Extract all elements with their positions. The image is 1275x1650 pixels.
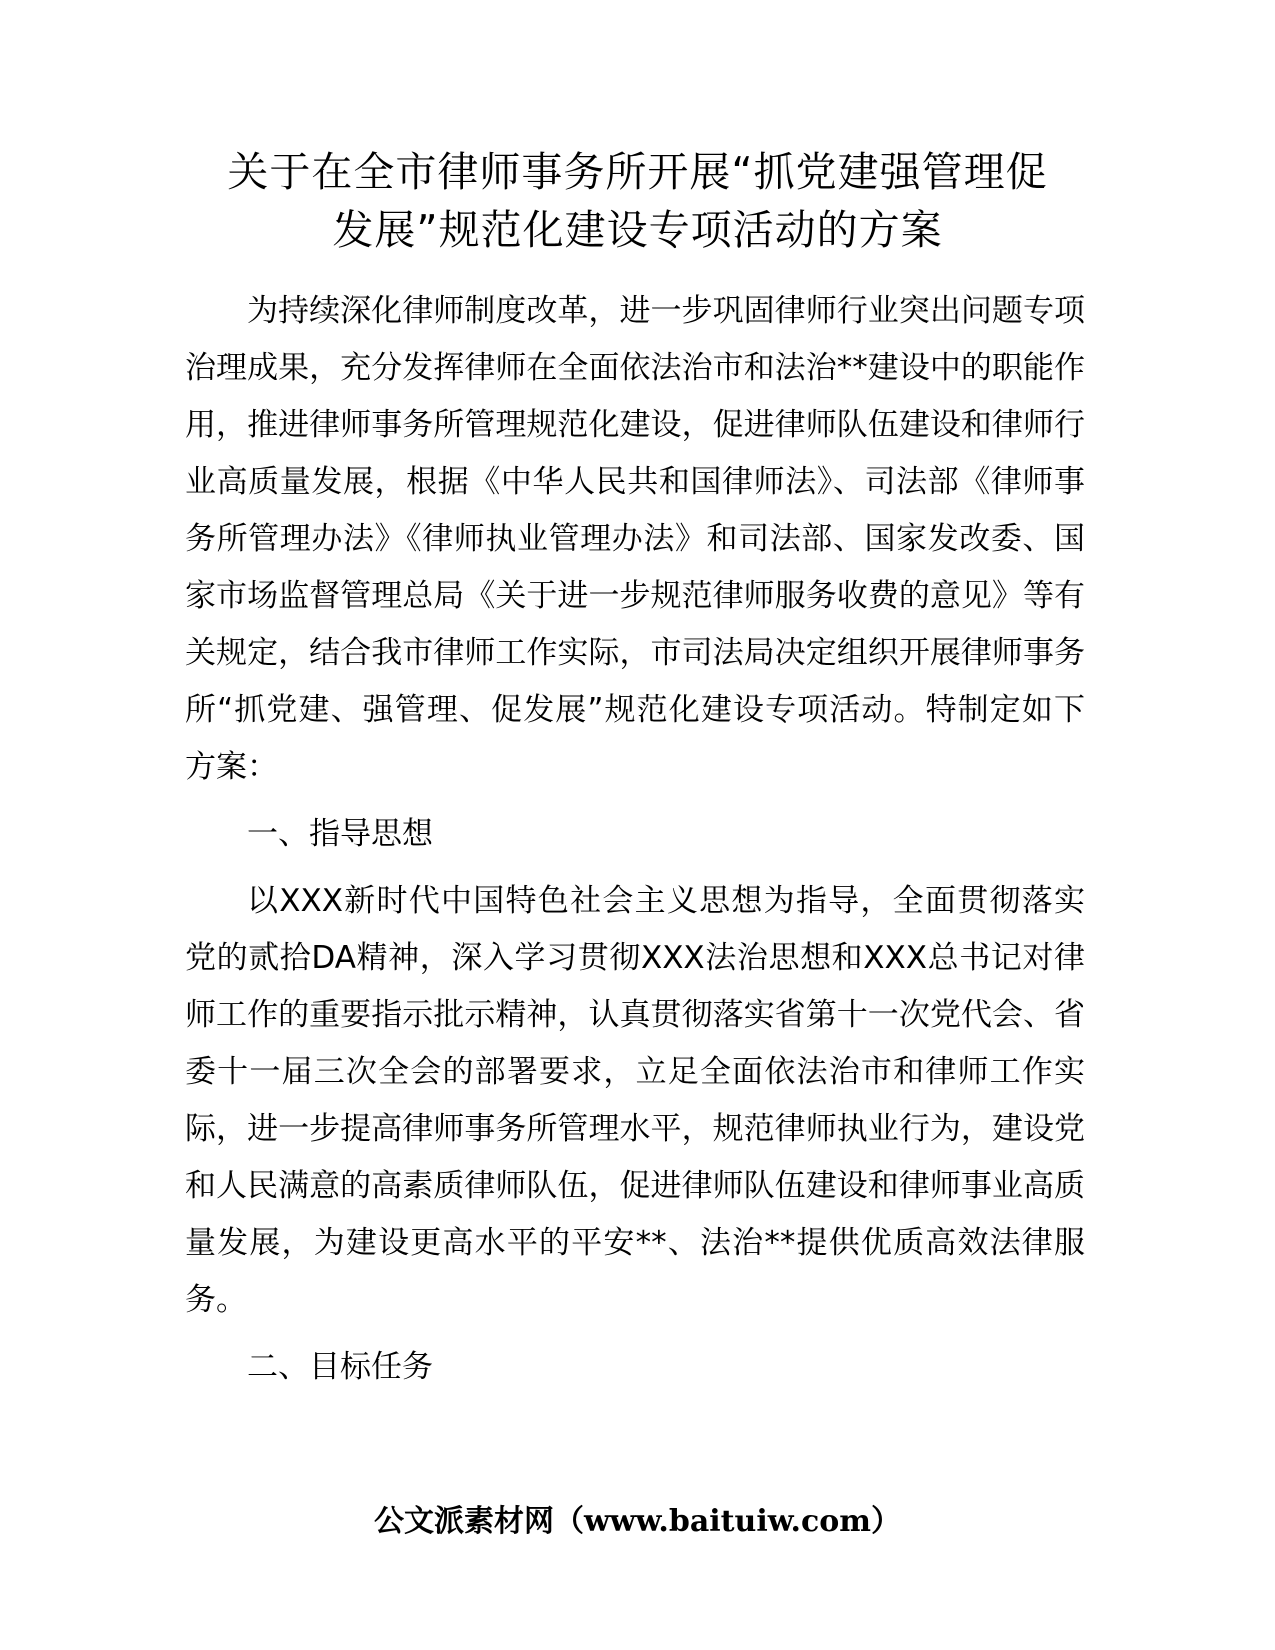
document-title xyxy=(150,143,1125,259)
guiding-ideology-paragraph: 以XXX新时代中国特色社会主义思想为指导，全面贯彻落实党的贰拾DA精神，深入学习贯彻XXX法治思想和XXX总书记对律师工作的重要指示批示精神，认真贯彻落实省第十一次党代会、省委十一届三次全会的部署要求，立足全面依法治市和律师工作实际，进一步提高律师事务所管理水平，规范律师执业行为，建设党和人民满意的高素质律师队伍，促进律师队伍建设和律师事业高质量发展，为建设更高水平的平安**、法治**提供优质高效法律服务。 xyxy=(185,883,1085,1318)
section-heading-goals-tasks: 二、目标任务 xyxy=(247,1349,433,1385)
document-title-line-2: 发展”规范化建设专项活动的方案 xyxy=(332,206,943,254)
document-title-line-1: 关于在全市律师事务所开展“抓党建强管理促 xyxy=(227,148,1048,196)
intro-paragraph: 为持续深化律师制度改革，进一步巩固律师行业突出问题专项治理成果，充分发挥律师在全面依法治市和法治**建设中的职能作用，推进律师事务所管理规范化建设，促进律师队伍建设和律师行业高质量发展，根据《中华人民共和国律师法》、司法部《律师事务所管理办法》《律师执业管理办法》和司法部、国家发改委、国家市场监督管理总局《关于进一步规范律师服务收费的意见》等有关规定，结合我市律师工作实际，市司法局决定组织开展律师事务所“抓党建、强管理、促发展”规范化建设专项活动。特制定如下方案： xyxy=(185,293,1085,785)
section-heading-guiding-ideology: 一、指导思想 xyxy=(247,816,433,852)
footer-watermark: 公文派素材网（www.baituiw.com） xyxy=(373,1504,902,1539)
document-body xyxy=(185,283,1085,1406)
